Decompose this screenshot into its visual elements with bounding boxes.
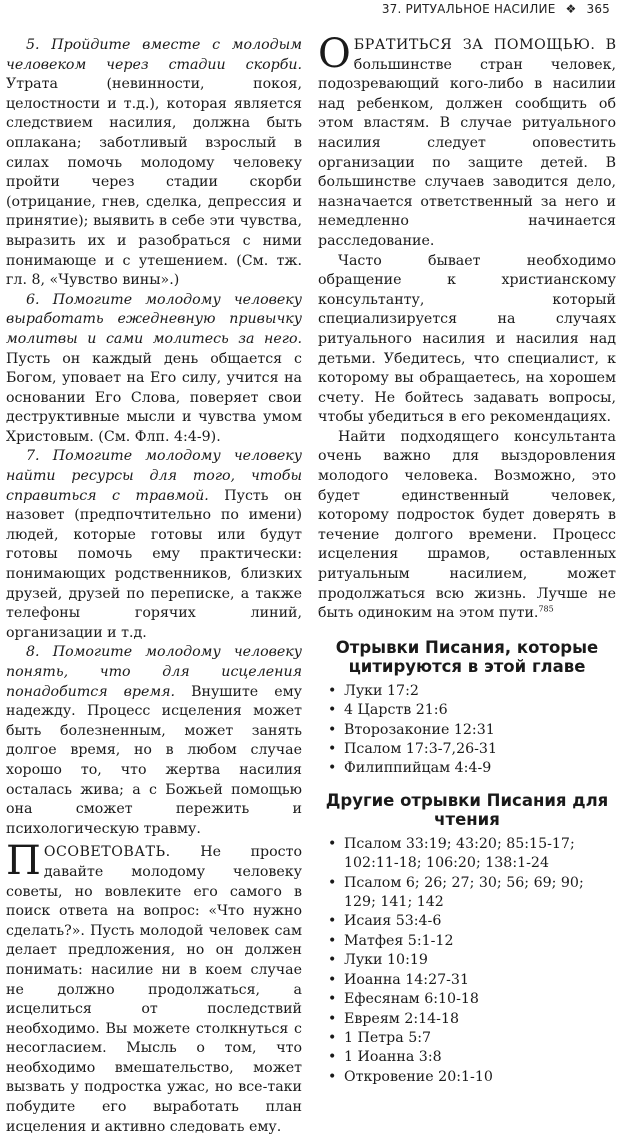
paragraph-text: Найти подходящего консультанта очень важно для выздоровления молодого человека. Возможно, это будет единственный человек, которому подросток будет доверять в течение долгого времени. Процесс исцеления шрамов, оставленных ритуальным насилием, может продолжаться всю жизнь. Лучше не быть одиноким на этом пути.: [318, 428, 616, 622]
list-item-text: Иоанна 14:27-31: [344, 971, 469, 988]
drop-cap: П: [6, 838, 41, 885]
bullet-icon: •: [328, 1010, 337, 1027]
left-column: [6, 36, 302, 1137]
list-item-text: Второзаконие 12:31: [344, 721, 495, 738]
paragraph-text: Не просто давайте молодому человеку советы, но вовлеките его самого в поиск ответа на вопрос: «Что нужно сделать?». Пусть молодой человек сам делает предложения, но он должен понимать: насилие ни в коем случае не должно продолжаться, а исцелиться от последствий необходимо. Вы можете столкнуться с несогласием. Мысль о том, что необходимо вмешательство, может вызвать у подростка ужас, но все-таки побудите его выработать план исцеления и активно следовать ему.: [6, 844, 302, 1135]
section-title: БРАТИТЬСЯ ЗА ПОМОЩЬЮ.: [353, 37, 596, 53]
list-item: [328, 990, 616, 1009]
list-item-text: 4 Царств 21:6: [344, 702, 448, 719]
list-item: [328, 1068, 616, 1087]
bullet-icon: •: [328, 1029, 337, 1046]
list-item-text: Филиппийцам 4:4-9: [344, 760, 492, 777]
page-number: 365: [586, 2, 610, 16]
list-item: [328, 971, 616, 990]
bullet-icon: •: [328, 741, 337, 758]
list-item: [328, 1010, 616, 1029]
section-title: ОСОВЕТОВАТЬ.: [43, 844, 171, 861]
bullet-icon: •: [328, 952, 337, 969]
paragraph: [318, 428, 616, 624]
paragraph-lead: 6. Помогите молодому человеку выработать ежедневную привычку молитвы и сами молитесь за него.: [6, 291, 302, 347]
list-item-text: Откровение 20:1-10: [344, 1068, 493, 1085]
bullet-icon: •: [328, 682, 337, 699]
paragraph-text: Внушите ему надежду. Процесс исцеления может быть болезненным, может занять долгое время, но в любом случае хорошо то, что жертва насилия осталась жива; а с Божьей помощью она сможет пережить и психологическую травму.: [6, 683, 302, 837]
list-item-text: 1 Иоанна 3:8: [344, 1049, 442, 1066]
list-item: [328, 682, 616, 701]
ornament-icon: ❖: [565, 2, 577, 16]
bullet-icon: •: [328, 1049, 337, 1066]
scripture-heading: Отрывки Писания, которые цитируются в этой главе: [335, 637, 599, 676]
list-item: [328, 1048, 616, 1067]
paragraph: [6, 291, 302, 448]
list-item: [328, 759, 616, 778]
reading-heading: Другие отрывки Писания для чтения: [325, 790, 609, 829]
paragraph-text: Утрата (невинности, покоя, целостности и т.д.), которая является следствием насилия, должна быть оплакана; заботливый взрослый в силах помочь молодому человеку пройти через стадии скорби (отрицание, гнев, сделка, депрессия и принятие); выявить в себе эти чувства, выразить их и разобраться с ними понимающе и с утешением. (См. тж. гл. 8, «Чувство вины».): [6, 76, 302, 289]
list-item: [328, 835, 616, 874]
list-item-text: Матфея 5:1-12: [344, 932, 454, 949]
bullet-icon: •: [328, 913, 337, 930]
paragraph-lead: 7. Помогите молодому человеку найти ресурсы для того, чтобы справиться с травмой.: [6, 448, 302, 504]
list-item-text: 1 Петра 5:7: [344, 1029, 432, 1046]
bullet-icon: •: [328, 835, 337, 852]
running-head: [376, 2, 610, 16]
list-item-text: Исаия 53:4-6: [344, 913, 442, 930]
paragraph-text: В большинстве стран человек, подозревающий кого-либо в насилии над ребенком, должен сообщить об этом властям. В случае ритуального насилия следует оповестить организации по защите детей. В большинстве случаев заводится дело, назначается ответственный за него и немедленно начинается расследование.: [318, 37, 616, 249]
bullet-icon: •: [328, 991, 337, 1008]
bullet-icon: •: [328, 702, 337, 719]
list-item-text: Псалом 17:3-7,26-31: [344, 741, 497, 758]
list-item: [328, 874, 616, 913]
list-item: [328, 932, 616, 951]
bullet-icon: •: [328, 971, 337, 988]
section-paragraph: [6, 838, 302, 1137]
list-item-text: Ефесянам 6:10-18: [344, 991, 479, 1008]
paragraph: [6, 447, 302, 643]
bullet-icon: •: [328, 721, 337, 738]
list-item: [328, 1029, 616, 1048]
list-item-text: Луки 17:2: [344, 682, 419, 699]
chapter-title: 37. РИТУАЛЬНОЕ НАСИЛИЕ: [381, 2, 556, 16]
list-item: [328, 701, 616, 720]
list-item-text: Псалом 6; 26; 27; 30; 56; 69; 90; 129; 141; 142: [344, 874, 584, 911]
paragraph: [6, 643, 302, 839]
paragraph: [6, 36, 302, 291]
section-paragraph: [318, 31, 616, 252]
drop-cap: О: [318, 31, 351, 77]
footnote-ref: 785: [538, 604, 554, 614]
bullet-icon: •: [328, 760, 337, 777]
list-item-text: Псалом 33:19; 43:20; 85:15-17; 102:11-18; 106:20; 138:1-24: [344, 835, 575, 872]
list-item: [328, 740, 616, 759]
paragraph-text: Пусть он каждый день общается с Богом, уповает на Его силу, учится на основании Его Слова, поверяет свои деструктивные мысли и чувства умом Христовым. (См. Флп. 4:4-9).: [6, 350, 302, 445]
list-item: [328, 912, 616, 931]
paragraph-lead: 5. Пройдите вместе с молодым человеком через стадии скорби.: [6, 37, 302, 73]
reading-list: [318, 835, 616, 1087]
paragraph-text: Пусть он назовет (предпочтительно по имени) людей, которые готовы или будут готовы помочь ему практически: понимающих родственников, близких друзей, друзей по переписке, а также телефоны горячих линий, организации и т.д.: [6, 487, 302, 641]
right-column: [318, 31, 616, 1087]
list-item: [328, 721, 616, 740]
scripture-list: [318, 682, 616, 779]
list-item-text: Луки 10:19: [344, 952, 428, 969]
bullet-icon: •: [328, 932, 337, 949]
paragraph: Часто бывает необходимо обращение к христианскому консультанту, который специализируется на случаях ритуального насилия и насилия над детьми. Убедитесь, что специалист, к которому вы обращаетесь, на хорошем счету. Не бойтесь задавать вопросы, чтобы убедиться в его рекомендациях.: [318, 252, 616, 426]
bullet-icon: •: [328, 874, 337, 891]
paragraph-lead: 8. Помогите молодому человеку понять, что для исцеления понадобится время.: [6, 644, 302, 700]
list-item-text: Евреям 2:14-18: [344, 1010, 460, 1027]
bullet-icon: •: [328, 1068, 337, 1085]
